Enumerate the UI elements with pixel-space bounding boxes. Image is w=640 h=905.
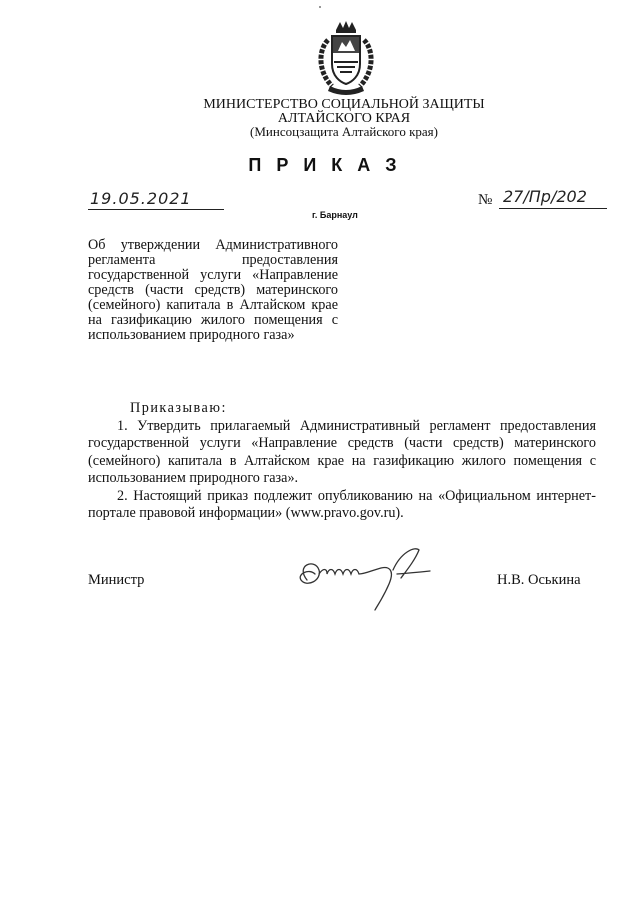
signatory-position: Министр: [88, 572, 145, 588]
document-title: ПРИКАЗ: [248, 155, 412, 175]
scan-dot: [319, 6, 321, 8]
order-date: 19.05.2021: [88, 189, 224, 210]
order-number: 27/Пр/202: [499, 187, 607, 209]
order-subject: Об утверждении Административного регламента предоставления государственной услуги «Направление средств (части средств) материнского (семейного) капитала в Алтайском крае на газификацию жилого помещения с использованием природного газа»: [88, 237, 338, 343]
order-city: г. Барнаул: [312, 210, 358, 220]
number-sign: №: [478, 192, 493, 208]
coat-of-arms-icon: [310, 20, 382, 100]
signature-icon: [285, 540, 445, 615]
ministry-name: МИНИСТЕРСТВО СОЦИАЛЬНОЙ ЗАЩИТЫ: [203, 97, 485, 112]
order-lead: Приказываю:: [130, 400, 227, 416]
order-item-1: 1. Утвердить прилагаемый Административный регламент предоставления государственной услуги «Направление средств (части средств) материнского (семейного) капитала в Алтайском крае на газификацию жилого помещения с использованием природного газа».: [88, 417, 596, 486]
ministry-short-name: (Минсоцзащита Алтайского края): [250, 124, 438, 139]
ministry-region: АЛТАЙСКОГО КРАЯ: [277, 111, 411, 126]
signatory-name: Н.В. Оськина: [497, 572, 581, 588]
order-item-2: 2. Настоящий приказ подлежит опубликованию на «Официальном интернет-портале правовой информации» (www.pravo.gov.ru).: [88, 487, 596, 521]
order-body: [88, 400, 596, 523]
